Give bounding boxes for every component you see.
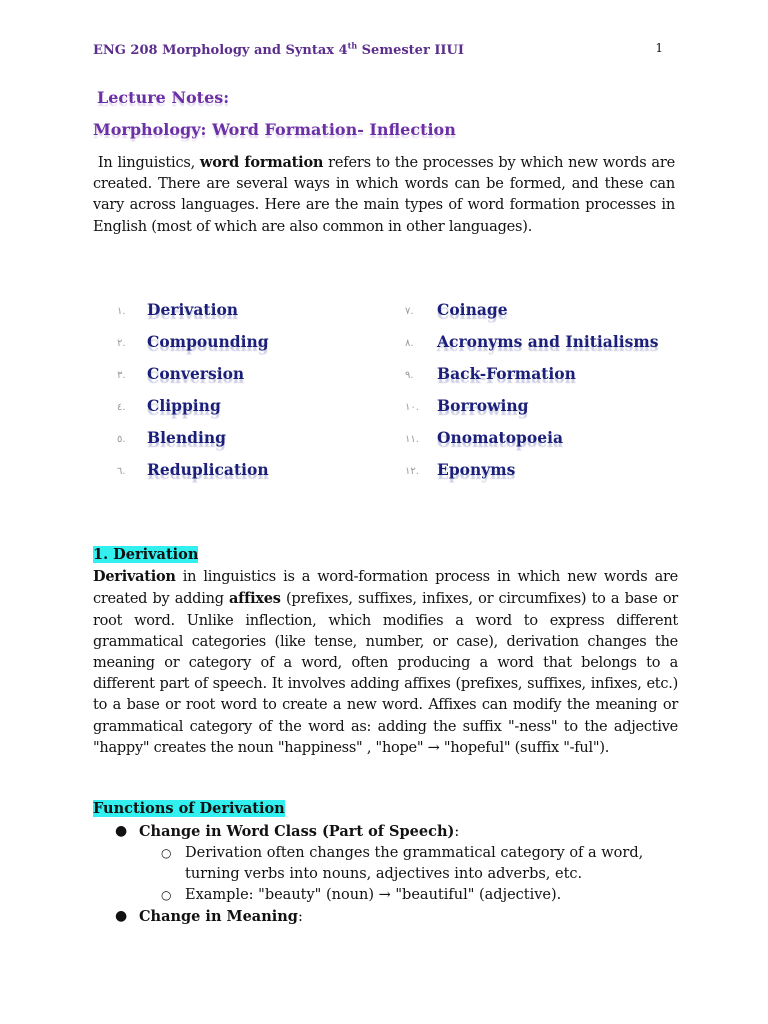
- derivation-heading: 1. Derivation: [93, 546, 199, 563]
- list-item: ○ Example: "beauty" (noun) → "beautiful" (adjective).: [115, 885, 685, 906]
- functions-heading: Functions of Derivation: [93, 800, 285, 817]
- course-title: ENG 208 Morphology and Syntax 4th Semester IIUI: [93, 41, 464, 59]
- bullet-icon: ●: [115, 908, 128, 924]
- page-header: [93, 41, 663, 63]
- word-formation-types-list: ١. Derivation ٢. Compounding ٣. Conversion ٤. Clipping ٥. Blending ٦. Reduplication ٧. Coinage ٨. Acronyms and Initialisms ٩. Back-Formation ١٠. Borrowing ١١. Onomatopoeia ١٢. Eponyms: [117, 300, 659, 479]
- section-title: Morphology: Word Formation- Inflection: [93, 120, 456, 139]
- bullet-icon: ●: [115, 823, 128, 839]
- list-item: ● Change in Meaning:: [115, 908, 303, 925]
- derivation-paragraph: Derivation in linguistics is a word-formation process in which new words are created by adding affixes (prefixes, suffixes, infixes, or circumfixes) to a base or root word. Unlike inflection, which modifies a word to express different grammatical categories (like tense, number, or case), derivation changes the meaning or category of a word, often producing a word that belongs to a different part of speech. It involves adding affixes (prefixes, suffixes, infixes, etc.) to a base or root word to create a new word. Affixes can modify the meaning or grammatical category of the word as: adding the suffix "-ness" to the adjective "happy" creates the noun "happiness" , "hope" → "hopeful" (suffix "-ful").: [93, 568, 678, 756]
- lecture-title: Lecture Notes:: [97, 88, 230, 107]
- derivation-section: [93, 544, 678, 759]
- circle-bullet-icon: ○: [161, 846, 172, 860]
- functions-heading-row: [93, 798, 678, 820]
- circle-bullet-icon: ○: [161, 888, 172, 902]
- intro-paragraph: In linguistics, word formation refers to the processes by which new words are created. There are several ways in which words can be formed, and these can vary across languages. Here are the main types of word formation processes in English (most of which are also common in other languages).: [93, 154, 675, 235]
- list-item: ● Change in Word Class (Part of Speech):: [115, 823, 460, 840]
- page-number: 1: [655, 41, 663, 55]
- list-item: ○ Derivation often changes the grammatical category of a word, turning verbs into nouns, adjectives into adverbs, etc.: [161, 845, 644, 882]
- functions-list: [115, 821, 685, 928]
